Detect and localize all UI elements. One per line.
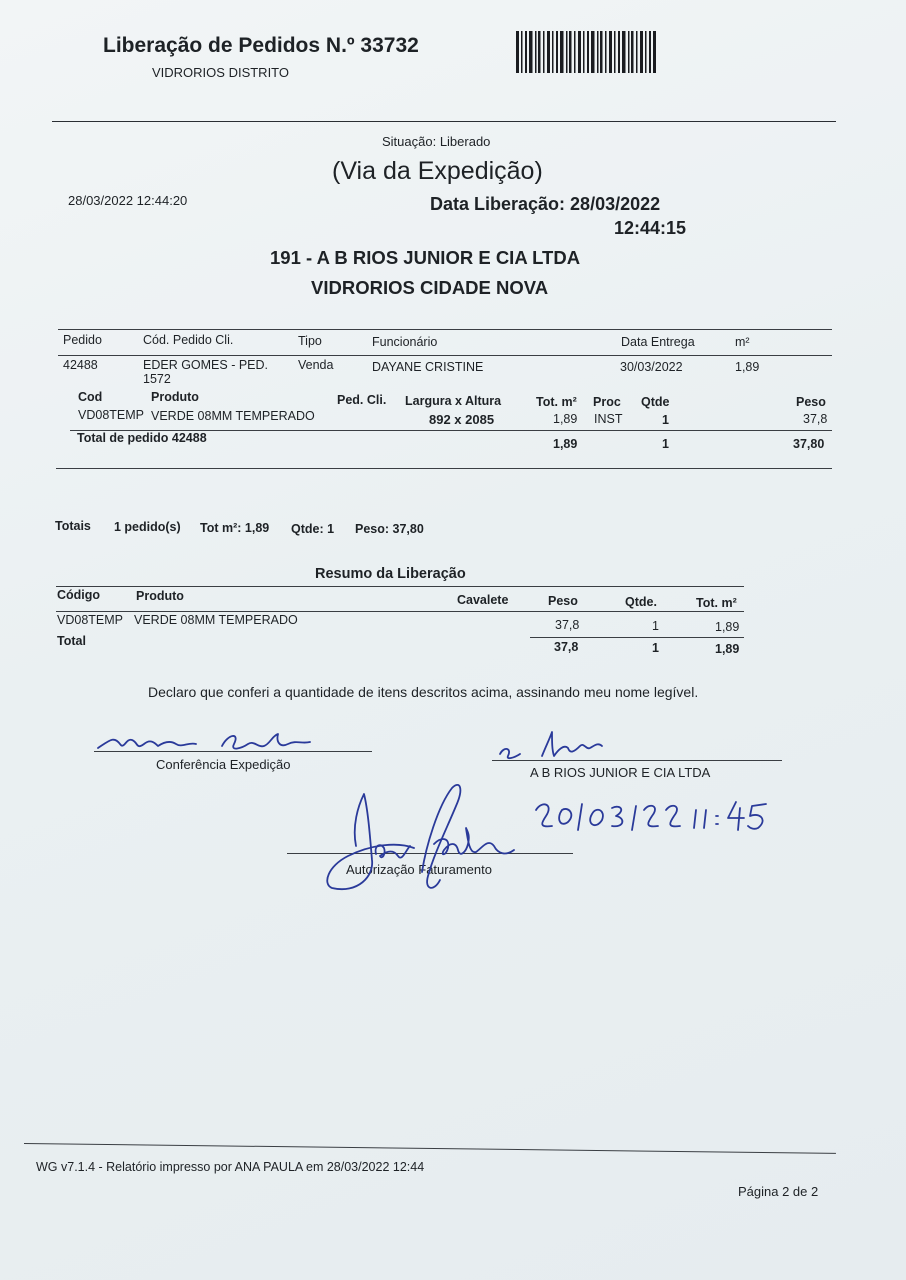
order-total-peso: 37,80 <box>793 437 825 451</box>
totals-m2: Tot m²: 1,89 <box>200 521 270 535</box>
company-name: VIDRORIOS DISTRITO <box>152 65 289 80</box>
conferencia-signature-image <box>92 722 322 758</box>
summary-title: Resumo da Liberação <box>315 566 466 582</box>
summary-header-rule <box>56 611 744 612</box>
delivery-date: 30/03/2022 <box>620 360 683 374</box>
item-col-proc: Proc <box>593 395 621 409</box>
summary-col-qtde: Qtde. <box>625 595 657 609</box>
conferencia-label: Conferência Expedição <box>156 757 291 772</box>
item-col-peso: Peso <box>796 395 826 409</box>
barcode-icon <box>516 31 656 73</box>
totals-orders: 1 pedido(s) <box>114 520 181 534</box>
footer-report-info: WG v7.1.4 - Relatório impresso por ANA PAULA em 28/03/2022 12:44 <box>36 1160 425 1174</box>
client-name: 191 - A B RIOS JUNIOR E CIA LTDA <box>270 247 581 268</box>
order-m2: 1,89 <box>735 360 760 374</box>
item-col-cod: Cod <box>78 390 103 404</box>
col-data-entrega: Data Entrega <box>621 335 695 349</box>
item-col-largura-altura: Largura x Altura <box>405 394 502 408</box>
summary-col-produto: Produto <box>136 589 184 603</box>
summary-code: VD08TEMP <box>57 613 123 627</box>
print-datetime: 28/03/2022 12:44:20 <box>68 193 188 208</box>
summary-weight: 37,8 <box>555 618 580 632</box>
summary-total-label: Total <box>57 634 86 648</box>
col-tipo: Tipo <box>298 334 322 348</box>
summary-total-rule <box>530 637 744 638</box>
summary-total-m2: 1,89 <box>715 642 740 656</box>
declaration-text: Declaro que conferi a quantidade de itens descritos acima, assinando meu nome legível. <box>148 684 699 700</box>
autorizacao-label: Autorização Faturamento <box>346 862 492 877</box>
summary-top-rule <box>56 586 744 587</box>
autorizacao-signature-image <box>318 776 528 900</box>
item-proc: INST <box>594 412 623 426</box>
col-funcionario: Funcionário <box>372 335 438 349</box>
col-cod-pedido-cli: Cód. Pedido Cli. <box>143 333 234 347</box>
summary-col-peso: Peso <box>548 594 578 608</box>
order-header-rule <box>58 355 832 356</box>
page-number: Página 2 de 2 <box>738 1184 819 1199</box>
totals-qtde: Qtde: 1 <box>291 522 335 536</box>
item-col-produto: Produto <box>151 390 199 404</box>
order-total-qtde: 1 <box>662 437 669 451</box>
order-number: 42488 <box>63 358 98 372</box>
order-total-m2: 1,89 <box>553 437 578 451</box>
summary-product: VERDE 08MM TEMPERADO <box>134 613 298 627</box>
handwritten-date-image <box>532 796 772 836</box>
release-date: Data Liberação: 28/03/2022 <box>430 194 661 214</box>
item-qtde: 1 <box>662 413 669 427</box>
item-dimensions: 892 x 2085 <box>429 412 495 427</box>
release-time: 12:44:15 <box>614 218 687 238</box>
summary-col-codigo: Código <box>57 588 101 602</box>
client-order-code: EDER GOMES - PED. <box>143 358 269 372</box>
totals-weight: Peso: 37,80 <box>355 522 424 536</box>
item-col-tot-m2: Tot. m² <box>536 395 577 409</box>
item-product: VERDE 08MM TEMPERADO <box>151 409 315 423</box>
employee-name: DAYANE CRISTINE <box>372 360 484 374</box>
summary-total-qtde: 1 <box>652 641 659 655</box>
summary-total-weight: 37,8 <box>554 640 579 654</box>
summary-m2: 1,89 <box>715 620 740 634</box>
header-divider <box>52 121 836 122</box>
client-branch: VIDRORIOS CIDADE NOVA <box>311 277 549 298</box>
client-order-code-cont: 1572 <box>143 372 171 386</box>
order-table-top-rule <box>58 329 832 330</box>
copy-type: (Via da Expedição) <box>332 157 543 185</box>
order-table-bottom-rule <box>56 468 832 469</box>
order-total-label: Total de pedido 42488 <box>77 431 207 445</box>
client-signature-label: A B RIOS JUNIOR E CIA LTDA <box>530 765 711 780</box>
client-signature-image <box>494 728 614 762</box>
summary-col-tot-m2: Tot. m² <box>696 596 737 610</box>
item-code: VD08TEMP <box>78 408 144 422</box>
order-type: Venda <box>298 358 334 372</box>
summary-col-cavalete: Cavalete <box>457 593 509 607</box>
summary-qtde: 1 <box>652 619 659 633</box>
status-text: Situação: Liberado <box>382 134 491 149</box>
document-title: Liberação de Pedidos N.º 33732 <box>103 34 419 57</box>
item-col-qtde: Qtde <box>641 395 670 409</box>
footer-rule <box>24 1143 836 1154</box>
totals-label: Totais <box>55 519 91 533</box>
col-pedido: Pedido <box>63 333 102 347</box>
item-tot-m2: 1,89 <box>553 412 578 426</box>
item-col-ped-cli: Ped. Cli. <box>337 393 387 407</box>
item-peso: 37,8 <box>803 412 828 426</box>
col-m2: m² <box>735 335 750 349</box>
